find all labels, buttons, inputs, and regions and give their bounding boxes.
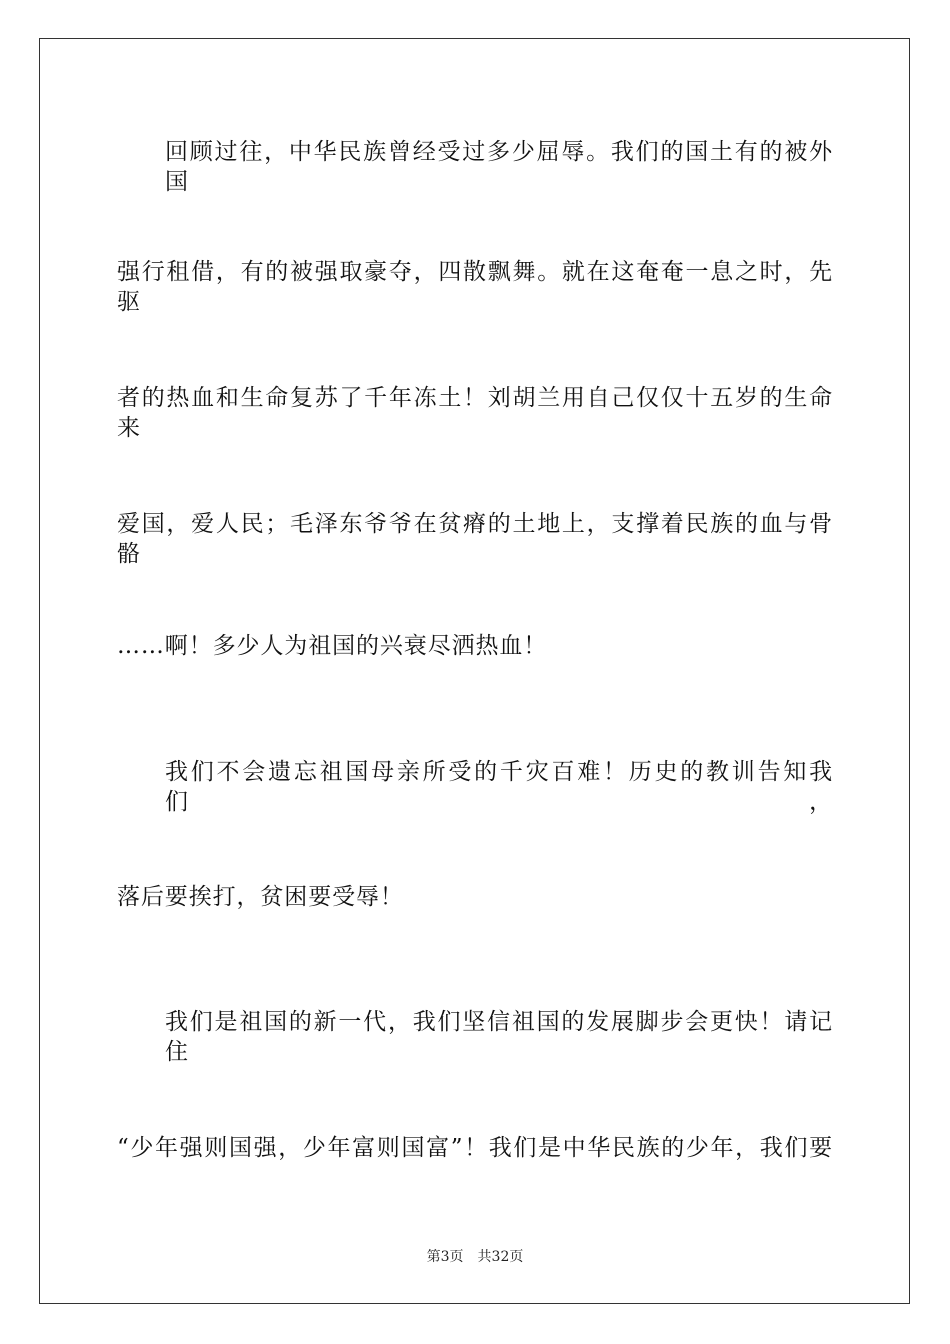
- page-footer: [0, 1248, 950, 1266]
- paragraph-line-6: 我们不会遗忘祖国母亲所受的千灾百难！历史的教训告知我们，: [165, 759, 833, 815]
- page-number: 第3页: [426, 1249, 464, 1265]
- paragraph-line-7: 落后要挨打，贫困要受辱！: [117, 884, 404, 910]
- paragraph-line-9: “少年强则国强，少年富则国富”！我们是中华民族的少年，我们要: [117, 1135, 833, 1161]
- page-total: 共32页: [477, 1249, 524, 1265]
- paragraph-line-3: 者的热血和生命复苏了千年冻土！刘胡兰用自己仅仅十五岁的生命来: [117, 385, 833, 441]
- paragraph-line-5: ……啊！多少人为祖国的兴衰尽洒热血！: [117, 633, 548, 659]
- paragraph-line-8: 我们是祖国的新一代，我们坚信祖国的发展脚步会更快！请记住: [165, 1009, 833, 1065]
- paragraph-line-1: 回顾过往，中华民族曾经受过多少屈辱。我们的国土有的被外国: [165, 139, 833, 195]
- paragraph-line-2: 强行租借，有的被强取豪夺，四散飘舞。就在这奄奄一息之时，先驱: [117, 259, 833, 315]
- page-frame: [39, 38, 910, 1304]
- paragraph-line-4: 爱国，爱人民；毛泽东爷爷在贫瘠的土地上，支撑着民族的血与骨骼: [117, 511, 833, 567]
